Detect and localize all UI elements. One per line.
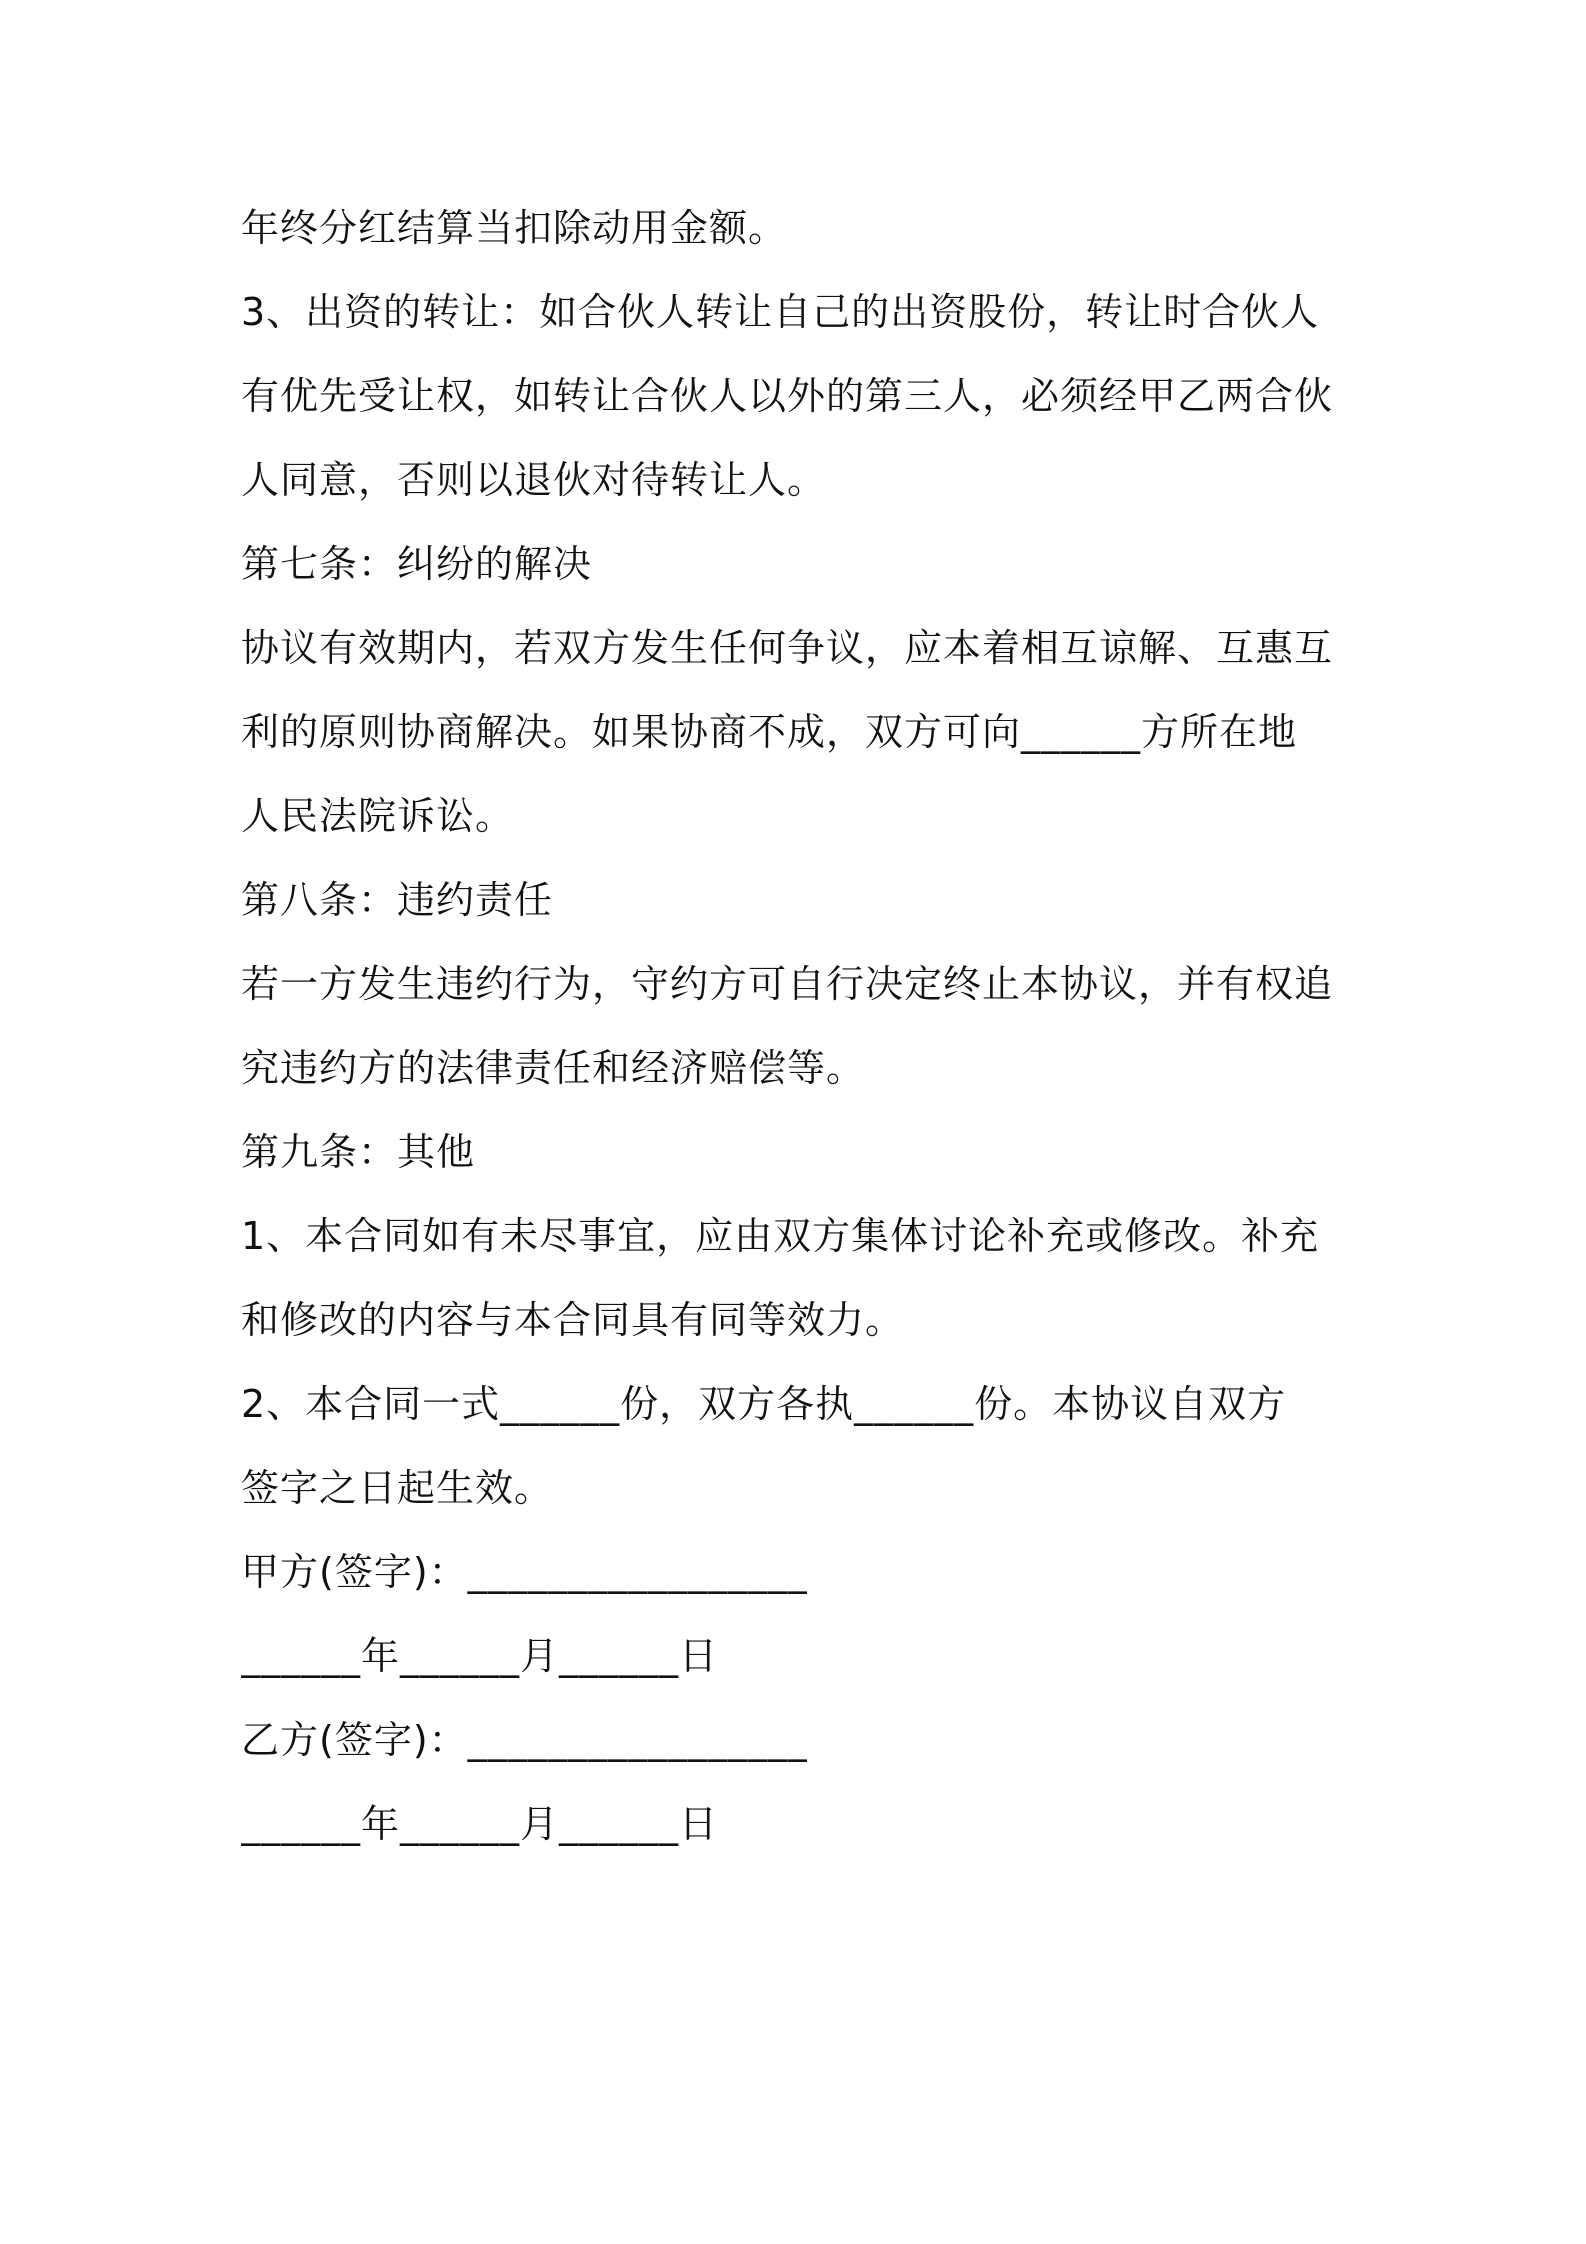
date-line-party-b: ______年______月______日 bbox=[241, 1802, 719, 1846]
text-line-transfer-clause: 3、出资的转让：如合伙人转让自己的出资股份，转让时合伙人 bbox=[241, 290, 1320, 334]
text-line-copies-2: 签字之日起生效。 bbox=[241, 1466, 554, 1510]
signature-line-party-a: 甲方(签字)：_________________ bbox=[241, 1550, 808, 1594]
text-line-dispute-3: 人民法院诉讼。 bbox=[241, 794, 515, 838]
date-line-party-a: ______年______月______日 bbox=[241, 1634, 719, 1678]
text-line-copies-1: 2、本合同一式______份，双方各执______份。本协议自双方 bbox=[241, 1382, 1287, 1426]
text-line-breach-2: 究违约方的法律责任和经济赔偿等。 bbox=[241, 1046, 866, 1090]
text-line-breach-1: 若一方发生违约行为，守约方可自行决定终止本协议，并有权追 bbox=[241, 962, 1334, 1006]
document-body bbox=[241, 186, 1361, 1866]
text-line-dividend-settlement: 年终分红结算当扣除动用金额。 bbox=[241, 206, 788, 250]
text-line-dispute-2: 利的原则协商解决。如果协商不成，双方可向______方所在地 bbox=[241, 710, 1298, 754]
text-line-dispute-1: 协议有效期内，若双方发生任何争议，应本着相互谅解、互惠互 bbox=[241, 626, 1334, 670]
section-heading-article-8: 第八条：违约责任 bbox=[241, 878, 554, 922]
text-line-transfer-priority: 有优先受让权，如转让合伙人以外的第三人，必须经甲乙两合伙 bbox=[241, 374, 1334, 418]
text-line-other-2: 和修改的内容与本合同具有同等效力。 bbox=[241, 1298, 905, 1342]
section-heading-article-7: 第七条：纠纷的解决 bbox=[241, 542, 593, 586]
text-line-other-1: 1、本合同如有未尽事宜，应由双方集体讨论补充或修改。补充 bbox=[241, 1214, 1320, 1258]
text-line-transfer-consent: 人同意，否则以退伙对待转让人。 bbox=[241, 458, 827, 502]
signature-line-party-b: 乙方(签字)：_________________ bbox=[241, 1718, 808, 1762]
section-heading-article-9: 第九条：其他 bbox=[241, 1130, 476, 1174]
